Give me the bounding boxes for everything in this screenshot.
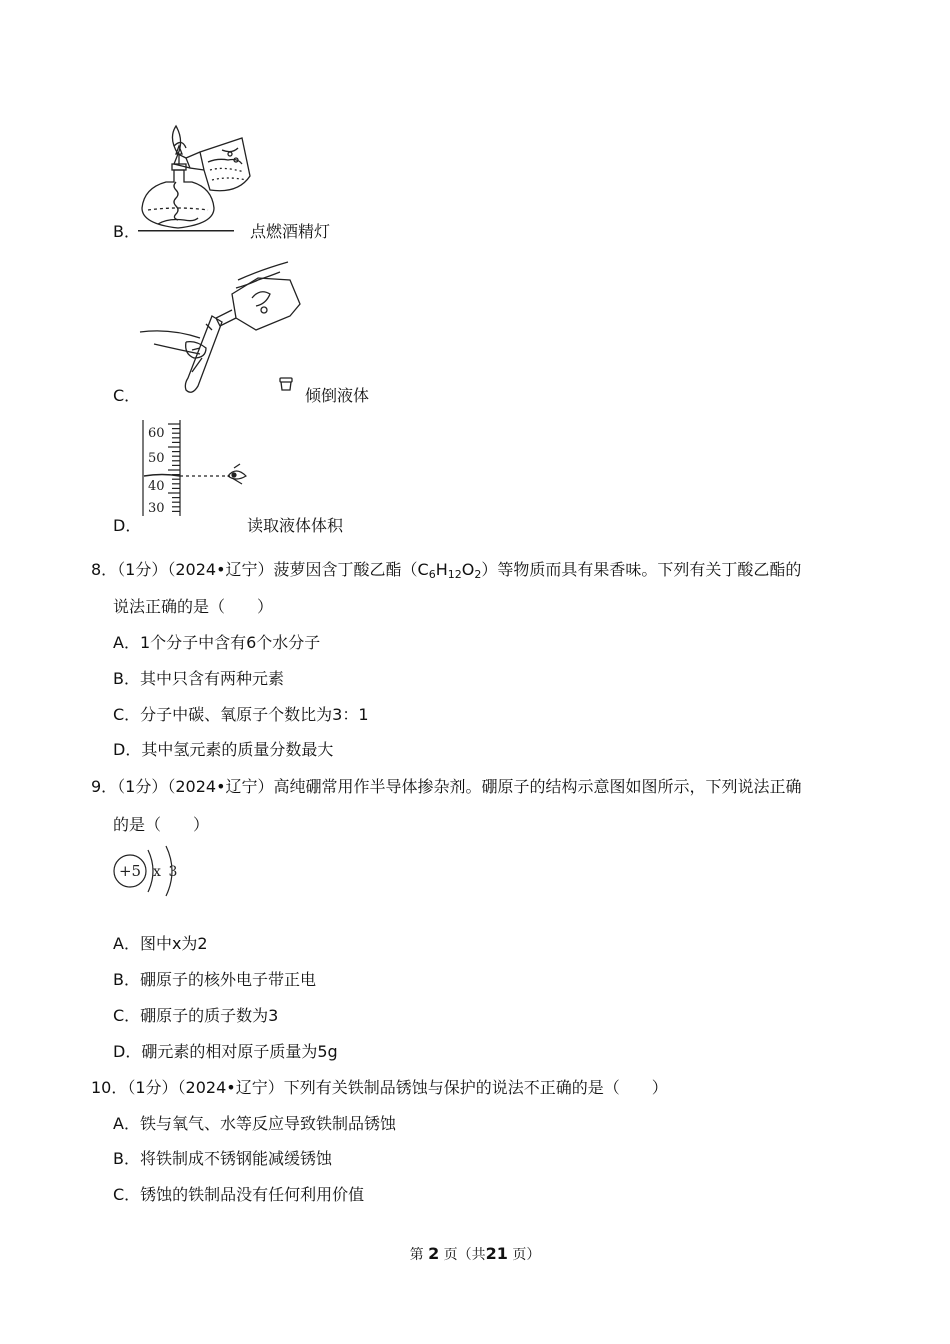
page-footer <box>0 1244 950 1265</box>
q8-stem-part-b: H <box>435 560 448 579</box>
q10-stem: 10．（1分）（2024•辽宁）下列有关铁制品锈蚀与保护的说法不正确的是（ ） <box>91 1078 668 1097</box>
q8-option-d: D．其中氢元素的质量分数最大 <box>113 740 334 759</box>
footer-pre: 第 <box>409 1247 424 1263</box>
option-c-caption: 倾倒液体 <box>305 386 370 405</box>
scale-label-40: 40 <box>148 479 165 494</box>
scale-label-50: 50 <box>148 451 165 466</box>
q8-option-a: A．1个分子中含有6个水分子 <box>113 633 321 652</box>
measuring-cylinder-illustration <box>140 418 260 522</box>
footer-page-number: 2 <box>428 1244 440 1263</box>
q10-option-a: A．铁与氧气、水等反应导致铁制品锈蚀 <box>113 1114 396 1133</box>
q8-stem-line1 <box>91 560 801 580</box>
option-d-letter: D． <box>113 516 142 535</box>
footer-mid: 页（共 <box>443 1247 486 1263</box>
q9-option-a: A．图中x为2 <box>113 934 208 953</box>
q9-stem-line1: 9．（1分）（2024•辽宁）高纯硼常用作半导体掺杂剂。硼原子的结构示意图如图所示，下列说法正确 <box>91 777 802 796</box>
option-c-letter: C． <box>113 386 141 405</box>
nucleus-charge: +5 <box>118 862 142 880</box>
scale-label-60: 60 <box>148 426 165 441</box>
q8-stem-part-d: ）等物质而具有果香味。下列有关丁酸乙酯的 <box>481 560 802 579</box>
q8-formula-sub-o: 2 <box>474 568 482 581</box>
q8-option-c: C．分子中碳、氧原子个数比为3：1 <box>113 705 369 724</box>
footer-total-pages: 21 <box>485 1244 508 1263</box>
q8-formula-sub-c: 6 <box>428 568 436 581</box>
q10-option-b: B．将铁制成不锈钢能减缓锈蚀 <box>113 1149 332 1168</box>
shell2-electrons: 3 <box>168 864 178 880</box>
q9-option-c: C．硼原子的质子数为3 <box>113 1006 279 1025</box>
q8-option-b: B．其中只含有两种元素 <box>113 669 284 688</box>
q9-stem-line2: 的是（ ） <box>113 815 210 834</box>
option-b-letter: B． <box>113 222 140 241</box>
pouring-liquid-illustration <box>140 258 310 398</box>
boron-atom-diagram <box>110 844 190 900</box>
q8-stem-line2: 说法正确的是（ ） <box>113 597 274 616</box>
alcohol-lamp-illustration <box>138 124 258 234</box>
q10-option-c: C．锈蚀的铁制品没有任何利用价值 <box>113 1185 365 1204</box>
q9-option-b: B．硼原子的核外电子带正电 <box>113 970 316 989</box>
q8-stem-part-a: 8．（1分）（2024•辽宁）菠萝因含丁酸乙酯（C <box>91 560 429 579</box>
footer-post: 页） <box>512 1247 541 1263</box>
option-b-caption: 点燃酒精灯 <box>250 222 331 241</box>
q8-stem-part-c: O <box>461 560 475 579</box>
scale-label-30: 30 <box>148 501 165 516</box>
q8-formula-sub-h: 12 <box>447 568 462 581</box>
shell1-electrons: x <box>153 864 161 880</box>
option-d-caption: 读取液体体积 <box>247 516 344 535</box>
q9-option-d: D．硼元素的相对原子质量为5g <box>113 1042 338 1061</box>
